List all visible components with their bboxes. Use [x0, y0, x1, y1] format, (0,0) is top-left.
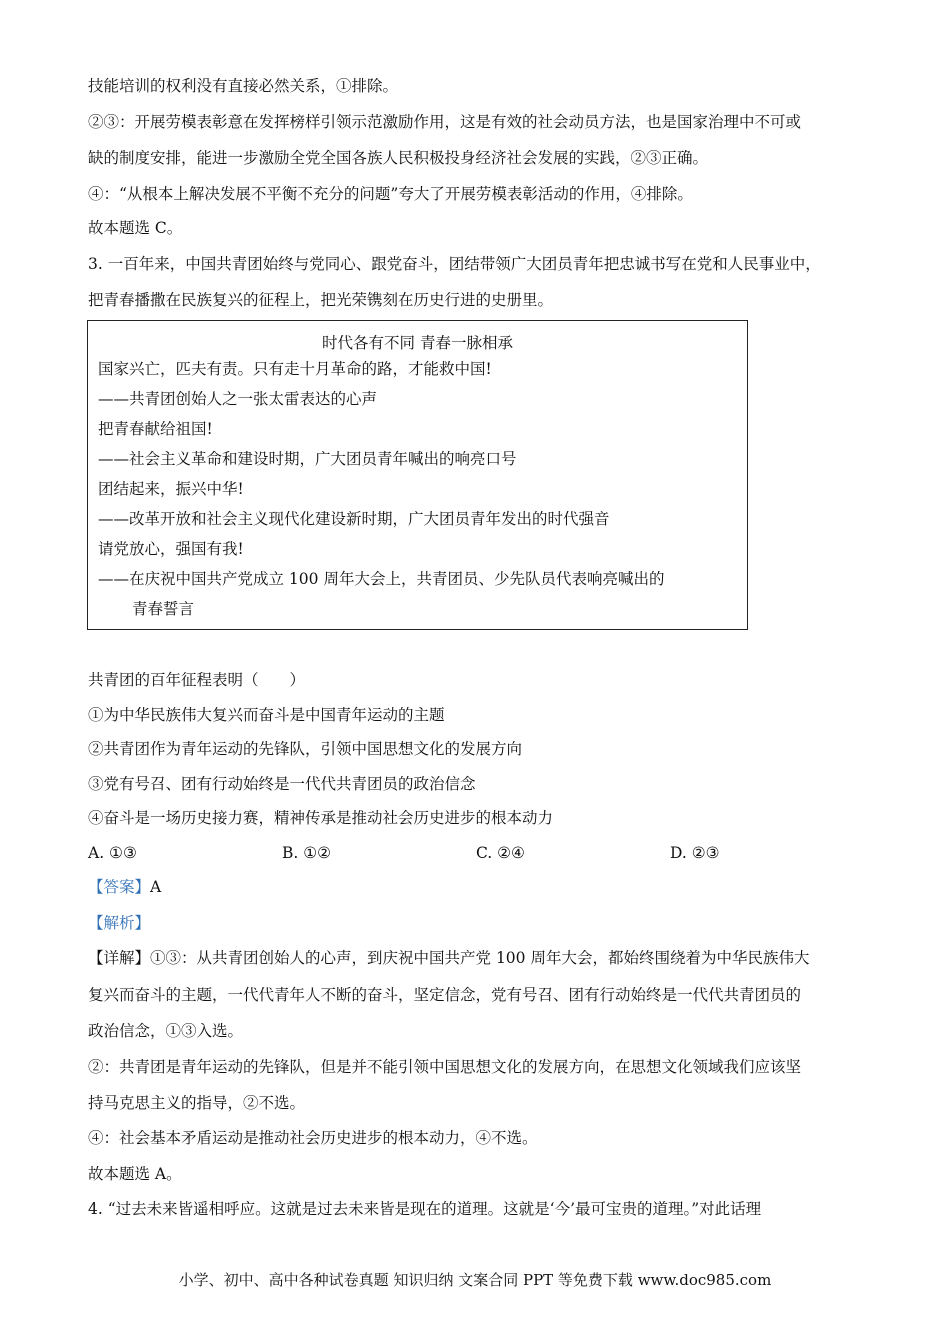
answer-line	[88, 877, 161, 897]
material-line: ——共青团创始人之一张太雷表达的心声	[98, 390, 378, 408]
material-line: 国家兴亡，匹夫有责。只有走十月革命的路，才能救中国!	[98, 360, 492, 378]
detail-line: ②：共青团是青年运动的先锋队，但是并不能引领中国思想文化的发展方向，在思想文化领域我们应该坚	[88, 1058, 802, 1076]
statement: ①为中华民族伟大复兴而奋斗是中国青年运动的主题	[88, 706, 445, 724]
detail-line: 持马克思主义的指导，②不选。	[88, 1094, 306, 1112]
material-line: 团结起来，振兴中华!	[98, 480, 244, 498]
material-line: ——在庆祝中国共产党成立 100 周年大会上，共青团员、少先队员代表响亮喊出的	[98, 570, 665, 588]
option-c: C. ②④	[476, 844, 525, 862]
answer-tag: 【答案】	[88, 878, 151, 896]
text-line: ②③：开展劳模表彰意在发挥榜样引领示范激励作用，这是有效的社会动员方法，也是国家治理中不可或	[88, 113, 802, 131]
material-line: 请党放心，强国有我!	[98, 540, 244, 558]
option-d: D. ②③	[670, 844, 720, 862]
text-line: 故本题选 C。	[88, 219, 183, 237]
detail-text: ①③：从共青团创始人的心声，到庆祝中国共产党 100 周年大会，都始终围绕着为中华民族伟大	[150, 949, 810, 967]
material-box	[87, 320, 748, 630]
option-b: B. ①②	[282, 844, 332, 862]
question4-stem: 4. “过去未来皆遥相呼应。这就是过去未来皆是现在的道理。这就是‘今’最可宝贵的道理。”对此话理	[88, 1200, 762, 1218]
analysis-tag: 【解析】	[88, 914, 151, 932]
detail-line: ④：社会基本矛盾运动是推动社会历史进步的根本动力，④不选。	[88, 1129, 538, 1147]
text-line: 技能培训的权利没有直接必然关系，①排除。	[88, 77, 399, 95]
text-line: 缺的制度安排，能进一步激励全党全国各族人民积极投身经济社会发展的实践，②③正确。	[88, 149, 709, 167]
detail-line	[88, 948, 809, 968]
answer-value: A	[150, 878, 162, 896]
material-line: 青春誓言	[132, 600, 195, 618]
material-line: ——社会主义革命和建设时期，广大团员青年喊出的响亮口号	[98, 450, 517, 468]
option-a: A. ①③	[88, 844, 137, 862]
analysis-line	[88, 913, 150, 933]
question-stem: 3. 一百年来，中国共青团始终与党同心、跟党奋斗，团结带领广大团员青年把忠诚书写在党和人民事业中，	[88, 255, 821, 273]
question-stem: 把青春播撒在民族复兴的征程上，把光荣镌刻在历史行进的史册里。	[88, 291, 554, 309]
detail-line: 复兴而奋斗的主题，一代代青年人不断的奋斗，坚定信念，党有号召、团有行动始终是一代代共青团员的	[88, 986, 802, 1004]
page-footer: 小学、初中、高中各种试卷真题 知识归纳 文案合同 PPT 等免费下载 www.doc985.com	[178, 1271, 772, 1289]
detail-tag: 【详解】	[88, 949, 151, 967]
material-line: ——改革开放和社会主义现代化建设新时期，广大团员青年发出的时代强音	[98, 510, 610, 528]
statement: ②共青团作为青年运动的先锋队，引领中国思想文化的发展方向	[88, 740, 523, 758]
detail-line: 政治信念，①③入选。	[88, 1022, 244, 1040]
material-line: 把青春献给祖国!	[98, 420, 213, 438]
detail-line: 故本题选 A。	[88, 1165, 182, 1183]
question-prompt: 共青团的百年征程表明（ ）	[88, 671, 306, 689]
material-box-title: 时代各有不同 青春一脉相承	[322, 334, 513, 352]
statement: ④奋斗是一场历史接力赛，精神传承是推动社会历史进步的根本动力	[88, 809, 554, 827]
text-line: ④：“从根本上解决发展不平衡不充分的问题”夸大了开展劳模表彰活动的作用，④排除。	[88, 185, 693, 203]
statement: ③党有号召、团有行动始终是一代代共青团员的政治信念	[88, 775, 476, 793]
